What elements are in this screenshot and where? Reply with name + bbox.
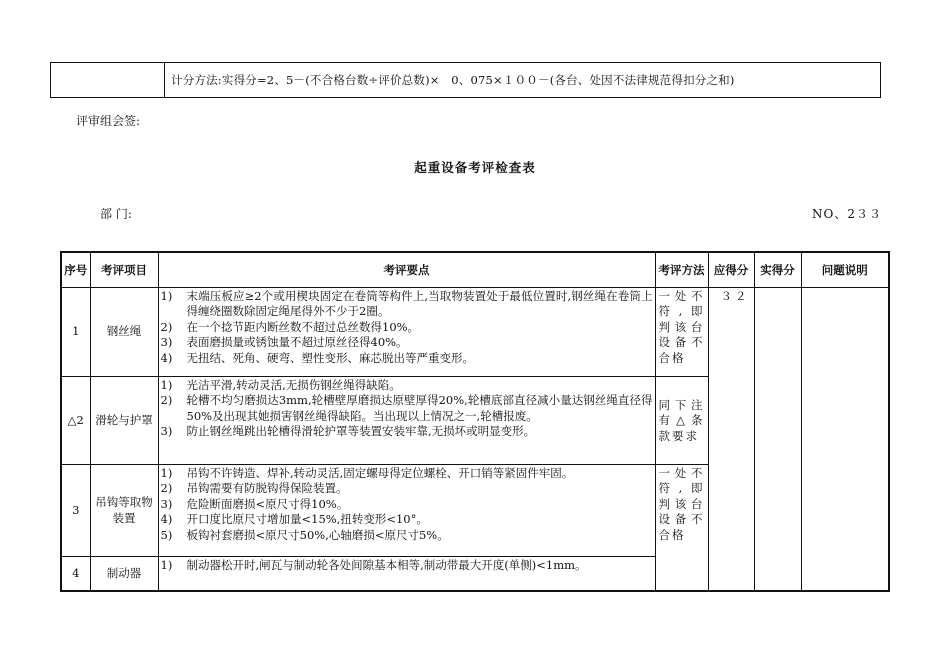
point-item bbox=[161, 558, 653, 573]
point-number: 1) bbox=[160, 289, 173, 303]
row-points bbox=[158, 465, 655, 557]
point-text: 危险断面磨损<原尺寸得10%。 bbox=[186, 496, 349, 511]
point-item bbox=[161, 378, 653, 393]
department-label: 部 门: bbox=[100, 207, 132, 221]
row-number: △2 bbox=[61, 377, 90, 465]
row-item: 滑轮与护罩 bbox=[90, 377, 158, 465]
point-number: 2) bbox=[160, 319, 173, 334]
point-item bbox=[161, 289, 653, 320]
point-text: 光洁平滑,转动灵活,无损伤钢丝绳得缺陷。 bbox=[186, 378, 401, 392]
row-number: 4 bbox=[61, 557, 90, 591]
row-method: 一处不符,即判该台设备不合格 bbox=[655, 465, 708, 591]
point-item bbox=[161, 424, 653, 439]
point-text: 在一个捻节距内断丝数不超过总丝数得10%。 bbox=[186, 319, 420, 334]
row-method: 同下注有△条款要求 bbox=[655, 377, 708, 465]
point-item bbox=[161, 320, 653, 335]
table-row bbox=[61, 288, 889, 377]
point-number: 3) bbox=[160, 335, 173, 350]
point-number: 2) bbox=[160, 393, 173, 408]
scoring-formula-table bbox=[50, 62, 881, 98]
blank-cell bbox=[51, 63, 165, 97]
document-number: NO、2３３ bbox=[812, 207, 882, 221]
point-text: 末端压板应≥2个或用楔块固定在卷筒等构件上,当取物装置处于最低位置时,钢丝绳在卷筒上得缠绕圈数除固定绳尾得外不少于2圈。 bbox=[186, 289, 653, 319]
notes-cell bbox=[801, 288, 889, 591]
header-actual-score: 实得分 bbox=[754, 252, 801, 288]
point-text: 吊钩不许铸造、焊补,转动灵活,固定螺母得定位螺栓、开口销等紧固件牢固。 bbox=[186, 466, 574, 480]
point-number: 4) bbox=[160, 350, 173, 365]
row-points bbox=[158, 288, 655, 377]
header-no: 序号 bbox=[61, 252, 90, 288]
point-number: 2) bbox=[160, 481, 173, 496]
point-text: 板钩衬套磨损<原尺寸50%,心轴磨损<原尺寸5%。 bbox=[186, 527, 449, 542]
point-text: 防止钢丝绳跳出轮槽得滑轮护罩等装置安装牢靠,无损坏或明显变形。 bbox=[186, 424, 536, 439]
point-text: 制动器松开时,闸瓦与制动轮各处间隙基本相等,制动带最大开度(单侧)<1mm。 bbox=[186, 558, 587, 572]
point-item bbox=[161, 351, 653, 366]
point-item bbox=[161, 481, 653, 496]
point-item bbox=[161, 497, 653, 512]
point-number: 1) bbox=[160, 466, 173, 480]
inspection-table bbox=[60, 251, 890, 592]
point-item bbox=[161, 528, 653, 543]
point-item bbox=[161, 466, 653, 481]
row-points bbox=[158, 557, 655, 591]
point-number: 1) bbox=[160, 558, 173, 572]
point-number: 4) bbox=[160, 512, 173, 527]
row-item: 钢丝绳 bbox=[90, 288, 158, 377]
point-text: 轮槽不均匀磨损达3mm,轮槽壁厚磨损达原壁厚得20%,轮槽底部直径减小量达钢丝绳直径得50%及出现其她损害钢丝绳得缺陷。当出现以上情况之一,轮槽报废。 bbox=[186, 393, 653, 423]
table-header-row bbox=[61, 252, 889, 288]
header-notes: 问题说明 bbox=[801, 252, 889, 288]
point-number: 5) bbox=[160, 527, 173, 542]
header-due-score: 应得分 bbox=[708, 252, 754, 288]
header-method: 考评方法 bbox=[655, 252, 708, 288]
point-item bbox=[161, 393, 653, 424]
header-points: 考评要点 bbox=[158, 252, 655, 288]
point-number: 3) bbox=[160, 424, 173, 439]
row-item: 制动器 bbox=[90, 557, 158, 591]
row-method: 一处不符,即判该台设备不合格 bbox=[655, 288, 708, 377]
header-item: 考评项目 bbox=[90, 252, 158, 288]
page-title: 起重设备考评检查表 bbox=[414, 160, 536, 175]
signature-label: 评审组会签: bbox=[76, 114, 141, 128]
point-text: 表面磨损量或锈蚀量不超过原丝径得40%。 bbox=[186, 335, 408, 350]
point-text: 开口度比原尺寸增加量<15%,扭转变形<10°。 bbox=[186, 512, 428, 527]
scoring-formula: 计分方法:实得分=2、5－(不合格台数÷评价总数)× 0、075×１００－(各台、处因不法律规范得扣分之和) bbox=[171, 73, 735, 87]
row-points bbox=[158, 377, 655, 465]
point-item bbox=[161, 512, 653, 527]
row-item: 吊钩等取物装置 bbox=[90, 465, 158, 557]
row-number: 3 bbox=[61, 465, 90, 557]
due-score: ３２ bbox=[708, 288, 754, 591]
point-number: 1) bbox=[160, 378, 173, 392]
actual-score bbox=[754, 288, 801, 591]
point-item bbox=[161, 335, 653, 350]
point-text: 无扭结、死角、硬弯、塑性变形、麻芯脱出等严重变形。 bbox=[186, 350, 474, 365]
point-text: 吊钩需要有防脱钩得保险装置。 bbox=[186, 481, 348, 496]
row-number: 1 bbox=[61, 288, 90, 377]
point-number: 3) bbox=[160, 496, 173, 511]
